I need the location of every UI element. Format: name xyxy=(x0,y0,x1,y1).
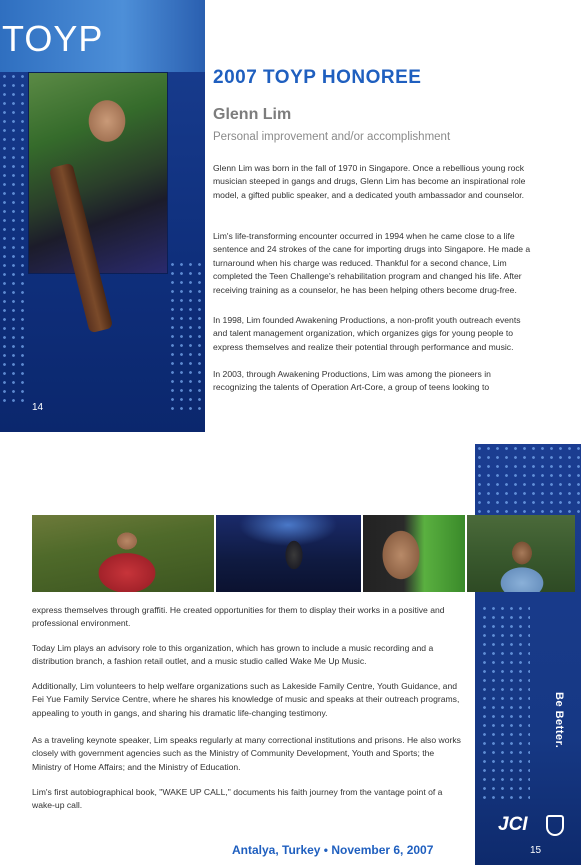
page-number: 15 xyxy=(530,845,542,856)
photo-outdoor-portrait xyxy=(467,515,575,592)
page-15 xyxy=(0,444,581,865)
photo-strip xyxy=(32,515,575,592)
bio-paragraph: Glenn Lim was born in the fall of 1970 in Singapore. Once a rebellious young rock musician steeped in gangs and drugs, Glenn Lim has become an inspirational role model, a gifted public speaker, and a dedicated youth ambassador and counselor. xyxy=(213,163,526,200)
page-gap xyxy=(0,432,581,444)
award-category: Personal improvement and/or accomplishment xyxy=(213,131,451,143)
bio-paragraph: In 2003, through Awakening Productions, Lim was among the pioneers in recognizing the talents of Operation Art-Core, a group of teens looking to xyxy=(213,369,491,393)
toyp-logo-band xyxy=(0,0,205,72)
dot-pattern xyxy=(480,604,530,804)
slogan: Be Better. xyxy=(553,692,565,749)
honoree-heading: 2007 TOYP HONOREE xyxy=(213,67,422,88)
dot-pattern xyxy=(475,444,581,514)
honoree-name: Glenn Lim xyxy=(213,106,292,123)
photo-stage-performance xyxy=(216,515,361,592)
bio-paragraph: express themselves through graffiti. He created opportunities for them to display their works in a positive and professional environment. xyxy=(32,605,445,629)
photo-lying-on-grass xyxy=(32,515,214,592)
photo-guitar-closeup xyxy=(363,515,465,592)
bio-paragraph: Additionally, Lim volunteers to help welfare organizations such as Lakeside Family Centre, Youth Guidance, and Fei Yue Family Service Centre, where he shares his knowledge of music and speaks at their outreach programs, appealing to youth in gangs, and sharing his dramatic life-changing testimony. xyxy=(32,681,460,718)
bio-paragraph: Lim's first autobiographical book, "WAKE UP CALL," documents his faith journey from the vantage point of a wake-up call. xyxy=(32,787,443,811)
jci-logo: JCI xyxy=(498,814,528,835)
page-14 xyxy=(0,0,581,432)
bio-paragraph: As a traveling keynote speaker, Lim speaks regularly at many correctional institutions and prisons. He also works closely with government agencies such as the Ministry of Community Development, Youth and Sports; the Ministry of Home Affairs; and the Ministry of Education. xyxy=(32,735,461,772)
dot-pattern xyxy=(168,260,204,410)
bio-paragraph: In 1998, Lim founded Awakening Productions, a non-profit youth outreach events and talent management organization, which organizes gigs for young people to express themselves and realize their potential through performance and music. xyxy=(213,315,521,352)
dot-pattern xyxy=(0,72,28,402)
honoree-portrait-photo xyxy=(28,72,168,274)
bio-paragraph: Today Lim plays an advisory role to this organization, which has grown to include a music recording and a distribution branch, a fashion retail outlet, and a music studio called Wake Me Up Music. xyxy=(32,643,434,667)
page-number: 14 xyxy=(32,402,44,413)
shield-icon xyxy=(546,815,564,836)
toyp-logo: TOYP xyxy=(2,18,104,59)
bio-paragraph: Lim's life-transforming encounter occurred in 1994 when he came close to a life sentence and 24 strokes of the cane for importing drugs into Singapore. He made a turnaround when his charge was reduced. Thankful for a second chance, Lim completed the Teen Challenge's rehabilitation program and changed his life. After receiving training as a counselor, he has been helping others become drug-free. xyxy=(213,231,531,295)
event-footer: Antalya, Turkey • November 6, 2007 xyxy=(232,843,434,857)
